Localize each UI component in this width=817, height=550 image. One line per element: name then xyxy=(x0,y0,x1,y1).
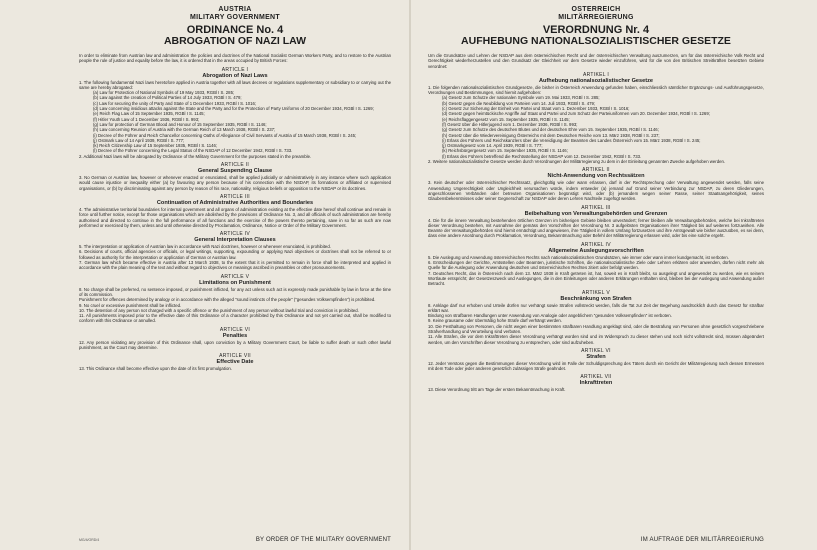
article-6 xyxy=(79,327,391,351)
paragraph: 4. The administrative territorial boundaries for internal government and all organs of administration existing at the effective date hereof shall continue and remain in force until further notice, except for those organisations which are abolished by the provisions of Ordinance No. 3, and all officials of such administration are hereby authorised and directed to continue in the full performance of all functions and the exercise of the powers thereto pertaining, save in so far as such are now performed or exercised by them, unless and until otherwise directed by Proclamation, Ordinance, Notice or Order of the Military Government. xyxy=(79,206,391,228)
signature-line: IM AUFTRAGE DER MILITÄRREGIERUNG xyxy=(640,537,764,543)
ordinance-number: ORDINANCE No. 4 xyxy=(186,24,284,36)
paragraph: 13. Diese Verordnung tritt am Tage der ersten Bekanntmachung in Kraft. xyxy=(428,387,566,393)
article-title: ARTIKEL V xyxy=(582,289,610,296)
article-4 xyxy=(79,231,391,270)
law-item: (g) Law for protection of German Blood and Honour of 15 September 1935, RGBl I S. 1146; xyxy=(93,121,267,127)
article-title: ARTIKEL I xyxy=(582,71,610,78)
print-code: MG/4/ORD/4 xyxy=(79,538,100,542)
government-label: MILITÄRREGIERUNG xyxy=(558,14,634,21)
article-1 xyxy=(428,72,764,164)
article-5 xyxy=(79,274,391,324)
country-label: ÖSTERREICH xyxy=(571,6,621,13)
article-6 xyxy=(428,348,764,372)
law-item: (a) Law for Protection of National Symbols of 19 May 1933, RGBl I S. 285; xyxy=(93,90,235,96)
article-7 xyxy=(428,374,764,392)
paragraph: 5. Die Auslegung und Anwendung österreichischen Rechts nach nationalsozialistischen Grundsätzen, wie immer oder wann immer kundgemacht, ist verboten. xyxy=(428,254,729,260)
english-column xyxy=(79,6,391,544)
article-title: ARTIKEL II xyxy=(582,167,610,174)
paragraph: 10. Die Festhaltung von Personen, die nicht wegen einer bestimmten strafbaren Handlung angeklagt sind, oder die Bestrafung von Personen ohne gesetzlich vorgeschriebene Strafverhandlung und Verurteilung sind verboten. xyxy=(428,323,764,334)
paragraph: 9. No cruel or excessive punishment shall be inflicted. xyxy=(79,302,182,308)
law-item: (b) Law against the creation of Political Parties of 14 July 1933, RGBl I S. 479; xyxy=(93,95,242,101)
law-item: (l) Decree of the Führer concerning the Legal Status of the NSDAP of 12 December 1942, RGBl I S. 733. xyxy=(93,148,293,154)
paragraph: 9. Keine grausame oder übermäßig hohe Strafe darf verhängt werden. xyxy=(428,318,562,324)
law-list xyxy=(428,95,764,159)
law-item: (f) Hitler Youth Law of 1 December 1936, RGBl I S. 993; xyxy=(93,116,200,122)
article-subtitle: Effective Date xyxy=(216,359,254,366)
paragraph: 11. All punishments imposed prior to the effective date of this Ordinance of a character prohibited by this Ordinance and not yet carried out, shall be modified to conform with this Ordinance or annulled. xyxy=(79,313,391,324)
paragraph: 6. Entscheidungen der Gerichte, Amtsstellen oder Beamten, juristische Schriften, die nationalsozialistische Ziele oder Lehren erklären oder anwenden, dürfen nicht mehr als Quelle für die Auslegung oder Anwendung deutschen und österreichischen Rechtes zitiert oder befolgt werden. xyxy=(428,260,764,271)
article-subtitle: Abrogation of Nazi Laws xyxy=(202,72,268,79)
article-2 xyxy=(428,167,764,201)
law-item: (e) Reich Flag Law of 15 September 1935, RGBl I S. 1145; xyxy=(93,111,205,117)
paragraph: Punishment for offences determined by analogy or in accordance with the alleged "sound instincts of the people" ("gesundes Volksempfinden") is prohibited. xyxy=(79,297,376,303)
article-subtitle: Aufhebung nationalsozialistischer Gesetze xyxy=(538,77,654,84)
article-title: ARTICLE IV xyxy=(219,231,251,238)
paragraph: 10. The detention of any person not charged with a specific offence or the punishment of any person without lawful trial and conviction is prohibited. xyxy=(79,307,359,313)
law-item: (k) Reichsbürgergesetz vom 15. September 1935, RGBl I S. 1146; xyxy=(442,148,568,154)
law-item: (f) Gesetz über die Hitlerjugend vom 1. Dezember 1936, RGBl I S. 993; xyxy=(442,121,578,127)
ordinance-number: VERORDNUNG Nr. 4 xyxy=(542,24,650,36)
article-7 xyxy=(79,353,391,371)
article-title: ARTICLE VI xyxy=(219,326,251,333)
paragraph: 12. Jeder Verstoss gegen die Bestimmungen dieser Verordnung wird im Falle der Schuldigsprechung des Täters durch ein Gericht der Militärregierung nach dessen Ermessen mit dem Tode oder jeder anderen gesetzlich zulässigen Strafe geahndet. xyxy=(428,360,764,372)
article-subtitle: Continuation of Administrative Authorities and Boundaries xyxy=(156,199,314,206)
article-title: ARTIKEL VII xyxy=(580,374,612,381)
article-subtitle: General Suspending Clause xyxy=(197,168,273,175)
law-item: (h) Law concerning Reunion of Austria with the German Reich of 13 March 1938, RGBl I S. 237; xyxy=(93,127,276,133)
law-item: (d) Gesetz gegen heimtückische Angriffe auf Staat und Partei und zum Schutz der Parteiuniformen vom 20. Dezember 1934, RGBl I S. 1269; xyxy=(442,111,710,117)
article-title: ARTICLE I xyxy=(221,66,249,73)
article-1 xyxy=(79,67,391,159)
law-item: (i) Decree of the Führer and Reich Chancellor concerning Oaths of Allegiance of Civil Servants of Austria of 15 March 1938, RGBl I S. 245; xyxy=(93,132,357,138)
law-list xyxy=(79,90,391,154)
german-header xyxy=(428,6,764,47)
law-item: (c) Law for securing the unity of Party and State of 1 December 1933, RGBl I S. 1016; xyxy=(93,100,257,106)
paragraph: 8. Anklage darf nur erhoben und Urteile dürfen nur verhängt sowie Strafen vollstreckt werden, falls die Tat zur Zeit der Begehung ausdrücklich durch das Gesetz für strafbar erklärt war. xyxy=(428,302,764,313)
preamble: Um die Grundsätze und Lehren der NSDAP aus dem österreichischen Recht und der österreichischen Verwaltung auszumerzen, um für das österreichische Volk Recht und Gerechtigkeit wiederherzustellen und den Grundsatz der Gleichheit vor dem Gesetze wieder einzuführen, wird für die von den Britischen Streitkräften besetzten Gebiete verordnet: xyxy=(428,53,764,69)
law-item: (k) Reich Citizenship Law of 15 September 1935, RGBl I S. 1146; xyxy=(93,143,218,149)
article-3 xyxy=(428,205,764,239)
paragraph: 8. No charge shall be preferred, no sentence imposed, or punishment inflicted, for any act unless such act is expressly made punishable by law in force at the time of its commission. xyxy=(79,286,391,297)
article-title: ARTICLE III xyxy=(220,193,250,200)
law-item: (e) Reichsflaggengesetz vom 15. September 1935, RGBl I S. 1145; xyxy=(442,116,570,122)
article-subtitle: Beschränkung von Strafen xyxy=(560,295,632,302)
article-title: ARTIKEL VI xyxy=(581,347,611,354)
article-title: ARTICLE V xyxy=(220,273,250,280)
paragraph: 13. This Ordinance shall become effective upon the date of its first promulgation. xyxy=(79,366,232,372)
article-title: ARTIKEL IV xyxy=(581,241,611,248)
paragraph: 7. German law which became effective in Austria after 13 March 1938, to the extent that it is permitted to remain in force shall be interpreted and applied in accordance with the plain meaning of the text and without regard to objectives or meanings ascribed in preambles or other pronouncements. xyxy=(79,260,391,271)
german-footer xyxy=(428,534,764,544)
law-item: (c) Gesetz zur Sicherung der Einheit von Partei und Staat vom 1. Dezember 1933, RGBl I S. 1016; xyxy=(442,106,630,112)
paragraph: 2. Weitere nationalsozialistische Gesetze werden durch Verordnungen der Militärregierung zu dem in der Einleitung genannten Zwecke aufgehoben werden. xyxy=(428,159,726,165)
ordinance-title: AUFHEBUNG NATIONALSOZIALISTISCHER GESETZE xyxy=(461,35,731,47)
signature-line: BY ORDER OF THE MILITARY GOVERNMENT xyxy=(255,537,391,543)
country-label: AUSTRIA xyxy=(218,6,252,13)
paragraph: 1. Die folgenden nationalsozialistischen Grundgesetze, die bisher in Österreich Anwendung gefunden haben, einschliesslich sämtlicher Ergänzungs- und Ausführungsgesetze, Verordnungen und Bestimmungen, sind hiemit aufgehoben: xyxy=(428,84,764,96)
paragraph: 3. Kein deutscher oder österreichischer Rechtssatz, gleichgültig wie oder wann erlassen, darf in der Rechtsprechung oder Verwaltung angewendet werden, falls seine Anwendung Ungerechtigkeit oder Ungleichheit verursachen würde, indem entweder (a) jemand auf Grund seiner Verbindung zur NSDAP, zu deren Gliederungen, angeschlossenen Verbänden oder betreuten Organisationen begünstigt wird, oder (b) jemandem wegen seiner Rasse, seiner Staatsangehörigkeit, seines Glaubensbekenntnisses oder seiner Gegnerschaft zur NSDAP oder deren Lehren Nachteile zugefügt werden. xyxy=(428,180,764,202)
law-item: (h) Gesetz über die Wiedervereinigung Österreichs mit dem Deutschen Reiche vom 13. März 1938, RGBl I S. 237; xyxy=(442,132,660,138)
law-item: (i) Erlass des Führers und Reichskanzlers über die Vereidigung der Beamten des Landes Österreich vom 15. März 1938, RGBl I S. 245; xyxy=(442,137,701,143)
law-item: (d) Law concerning insidious attacks against the State and the Party and for the Protection of Party Uniforms of 20 December 1934, RGBl I S. 1269; xyxy=(93,106,374,112)
paragraph: 1. The following fundamental Nazi laws heretofore applied in Austria together with all laws decrees or regulations supplementary or subsidiary to or carrying out the same are hereby abrogated: xyxy=(79,79,391,90)
article-subtitle: Nicht-Anwendung von Rechtssätzen xyxy=(547,173,645,180)
paragraph: 2. Additional Nazi laws will be abrogated by Ordinance of the Military Government for the purposes stated in the preamble. xyxy=(79,153,312,159)
english-footer xyxy=(79,534,391,544)
paragraph: 7. Deutsches Recht, das in Österreich nach dem 13. März 1938 in Kraft getreten ist, hat, soweit es in Kraft bleibt, so ausgelegt und angewendet zu werden, wie es seinem Wortlaute entspricht; der Gesetzeszweck und Auslegungen, die in den Einleitungen oder anderen Erklärungen enthalten sind, bleiben bei der Auslegung und Anwendung außer Betracht. xyxy=(428,270,764,287)
page-fold xyxy=(409,0,411,550)
paragraph: 12. Any person violating any provision of this Ordinance shall, upon conviction by a Military Government Court, be liable to suffer death or such other lawful punishment, as the Court may determine. xyxy=(79,339,391,350)
law-item: (b) Gesetz gegen die Neubildung von Parteien vom 14. Juli 1933, RGBl I S. 479; xyxy=(442,100,596,106)
paragraph: 11. Alle Strafen, die vor dem Inkrafttreten dieser Verordnung verhängt worden sind und im Widerspruch zu dieser stehen und noch nicht vollstreckt sind, müssen abgeändert werden, um den Vorschriften dieser Verordnung zu entsprechen, oder sind aufzuheben. xyxy=(428,334,764,345)
article-subtitle: Limitations on Punishment xyxy=(199,279,271,286)
english-header xyxy=(79,6,391,47)
law-item: (l) Erlass des Führers betreffend die Rechtsstellung der NSDAP vom 12. Dezember 1942, RGBl I S. 733. xyxy=(442,153,642,159)
article-subtitle: Penalties xyxy=(222,332,248,339)
paragraph: 5. The interpretation or application of Austrian law in accordance with Nazi doctrines, however or whenever enunciated, is prohibited. xyxy=(79,244,331,250)
law-item: (g) Gesetz zum Schutze des deutschen Blutes und der deutschen Ehre vom 15. September 1935, RGBl I S. 1146; xyxy=(442,127,659,133)
law-item: (j) Ostmark Law of 14 April 1939, RGBl I S. 777; xyxy=(93,137,185,143)
article-title: ARTIKEL III xyxy=(581,204,611,211)
paragraph: 4. Die für die innere Verwaltung bestehenden örtlichen Grenzen im bisherigen Gebiete bleiben unverändert; ferner bleiben alle Verwaltungsbehörden, welche bei Inkrafttreten dieser Verordnung bestehen, mit Ausnahme der gemäss den Vorschriften der Verordnung Nr. 3 aufgelösten Organisationen ihrer Tätigkeit bis auf weiteres fortzuwirken. Alle Beamte der Verwaltungsbehörden sind hiemit ermächtigt und angewiesen, ihre Tätigkeit in vollem Umfang fortzusetzen und ihre Amtsgewalt wie bisher auszuüben, es sei denn, dass eine andere Anordnung durch Proklamation, Verordnung, Bekanntmachung oder Befehl der Militärregierung erlassen wird, oder bis eine solche ergeht. xyxy=(428,217,764,239)
law-item: (a) Gesetz zum Schutze der nationalen Symbole vom 19. Mai 1933, RGBl I S. 285; xyxy=(442,95,600,101)
article-subtitle: Allgemeine Auslegungsvorschriften xyxy=(548,247,644,254)
paragraph: 6. Decisions of courts, official agencies or officials, or legal writings, supporting, expounding or applying Nazi objectives or doctrines shall not be referred to or followed as authority for the interpretation or application of German or Austrian law. xyxy=(79,249,391,260)
german-column xyxy=(428,6,764,544)
article-5 xyxy=(428,290,764,345)
article-title: ARTICLE VII xyxy=(219,353,251,360)
ordinance-title: ABROGATION OF NAZI LAW xyxy=(163,35,307,47)
article-subtitle: Inkrafttreten xyxy=(579,380,613,387)
law-item: (j) Ostmarkgesetz vom 14. April 1939, RGBl I S. 777; xyxy=(442,143,543,149)
article-subtitle: Beibehaltung von Verwaltungsbehörden und Grenzen xyxy=(524,210,668,217)
article-title: ARTICLE II xyxy=(220,162,250,169)
article-3 xyxy=(79,194,391,228)
article-subtitle: Strafen xyxy=(586,353,606,360)
article-4 xyxy=(428,242,764,287)
paragraph: Bindung von strafbaren Handlungen unter Anwendung von Analogie oder angeblichem "gesunden Volksempfinden" ist verboten. xyxy=(428,313,672,319)
paragraph: 3. No German or Austrian law, however or whenever enacted or enunciated, shall be applied judicially or administratively in any instance where such application would cause injustice or inequality either (a) by favouring any person because of his connection with the NSDAP, its formations or affiliated or supervised organisations, or (b) by discriminating against any person by reason of his race, nationality, religious beliefs or opposition to the NSDAP or its doctrines. xyxy=(79,175,391,191)
article-subtitle: General Interpretation Clauses xyxy=(194,237,276,244)
preamble: In order to eliminate from Austrian law and administration the policies and doctrines of the National Socialist German Workers Party, and to restore to the Austrian people the rule of justice and equality before the law, it is ordered that in the areas occupied by British Forces: xyxy=(79,53,391,64)
government-label: MILITARY GOVERNMENT xyxy=(190,14,280,21)
article-2 xyxy=(79,162,391,191)
